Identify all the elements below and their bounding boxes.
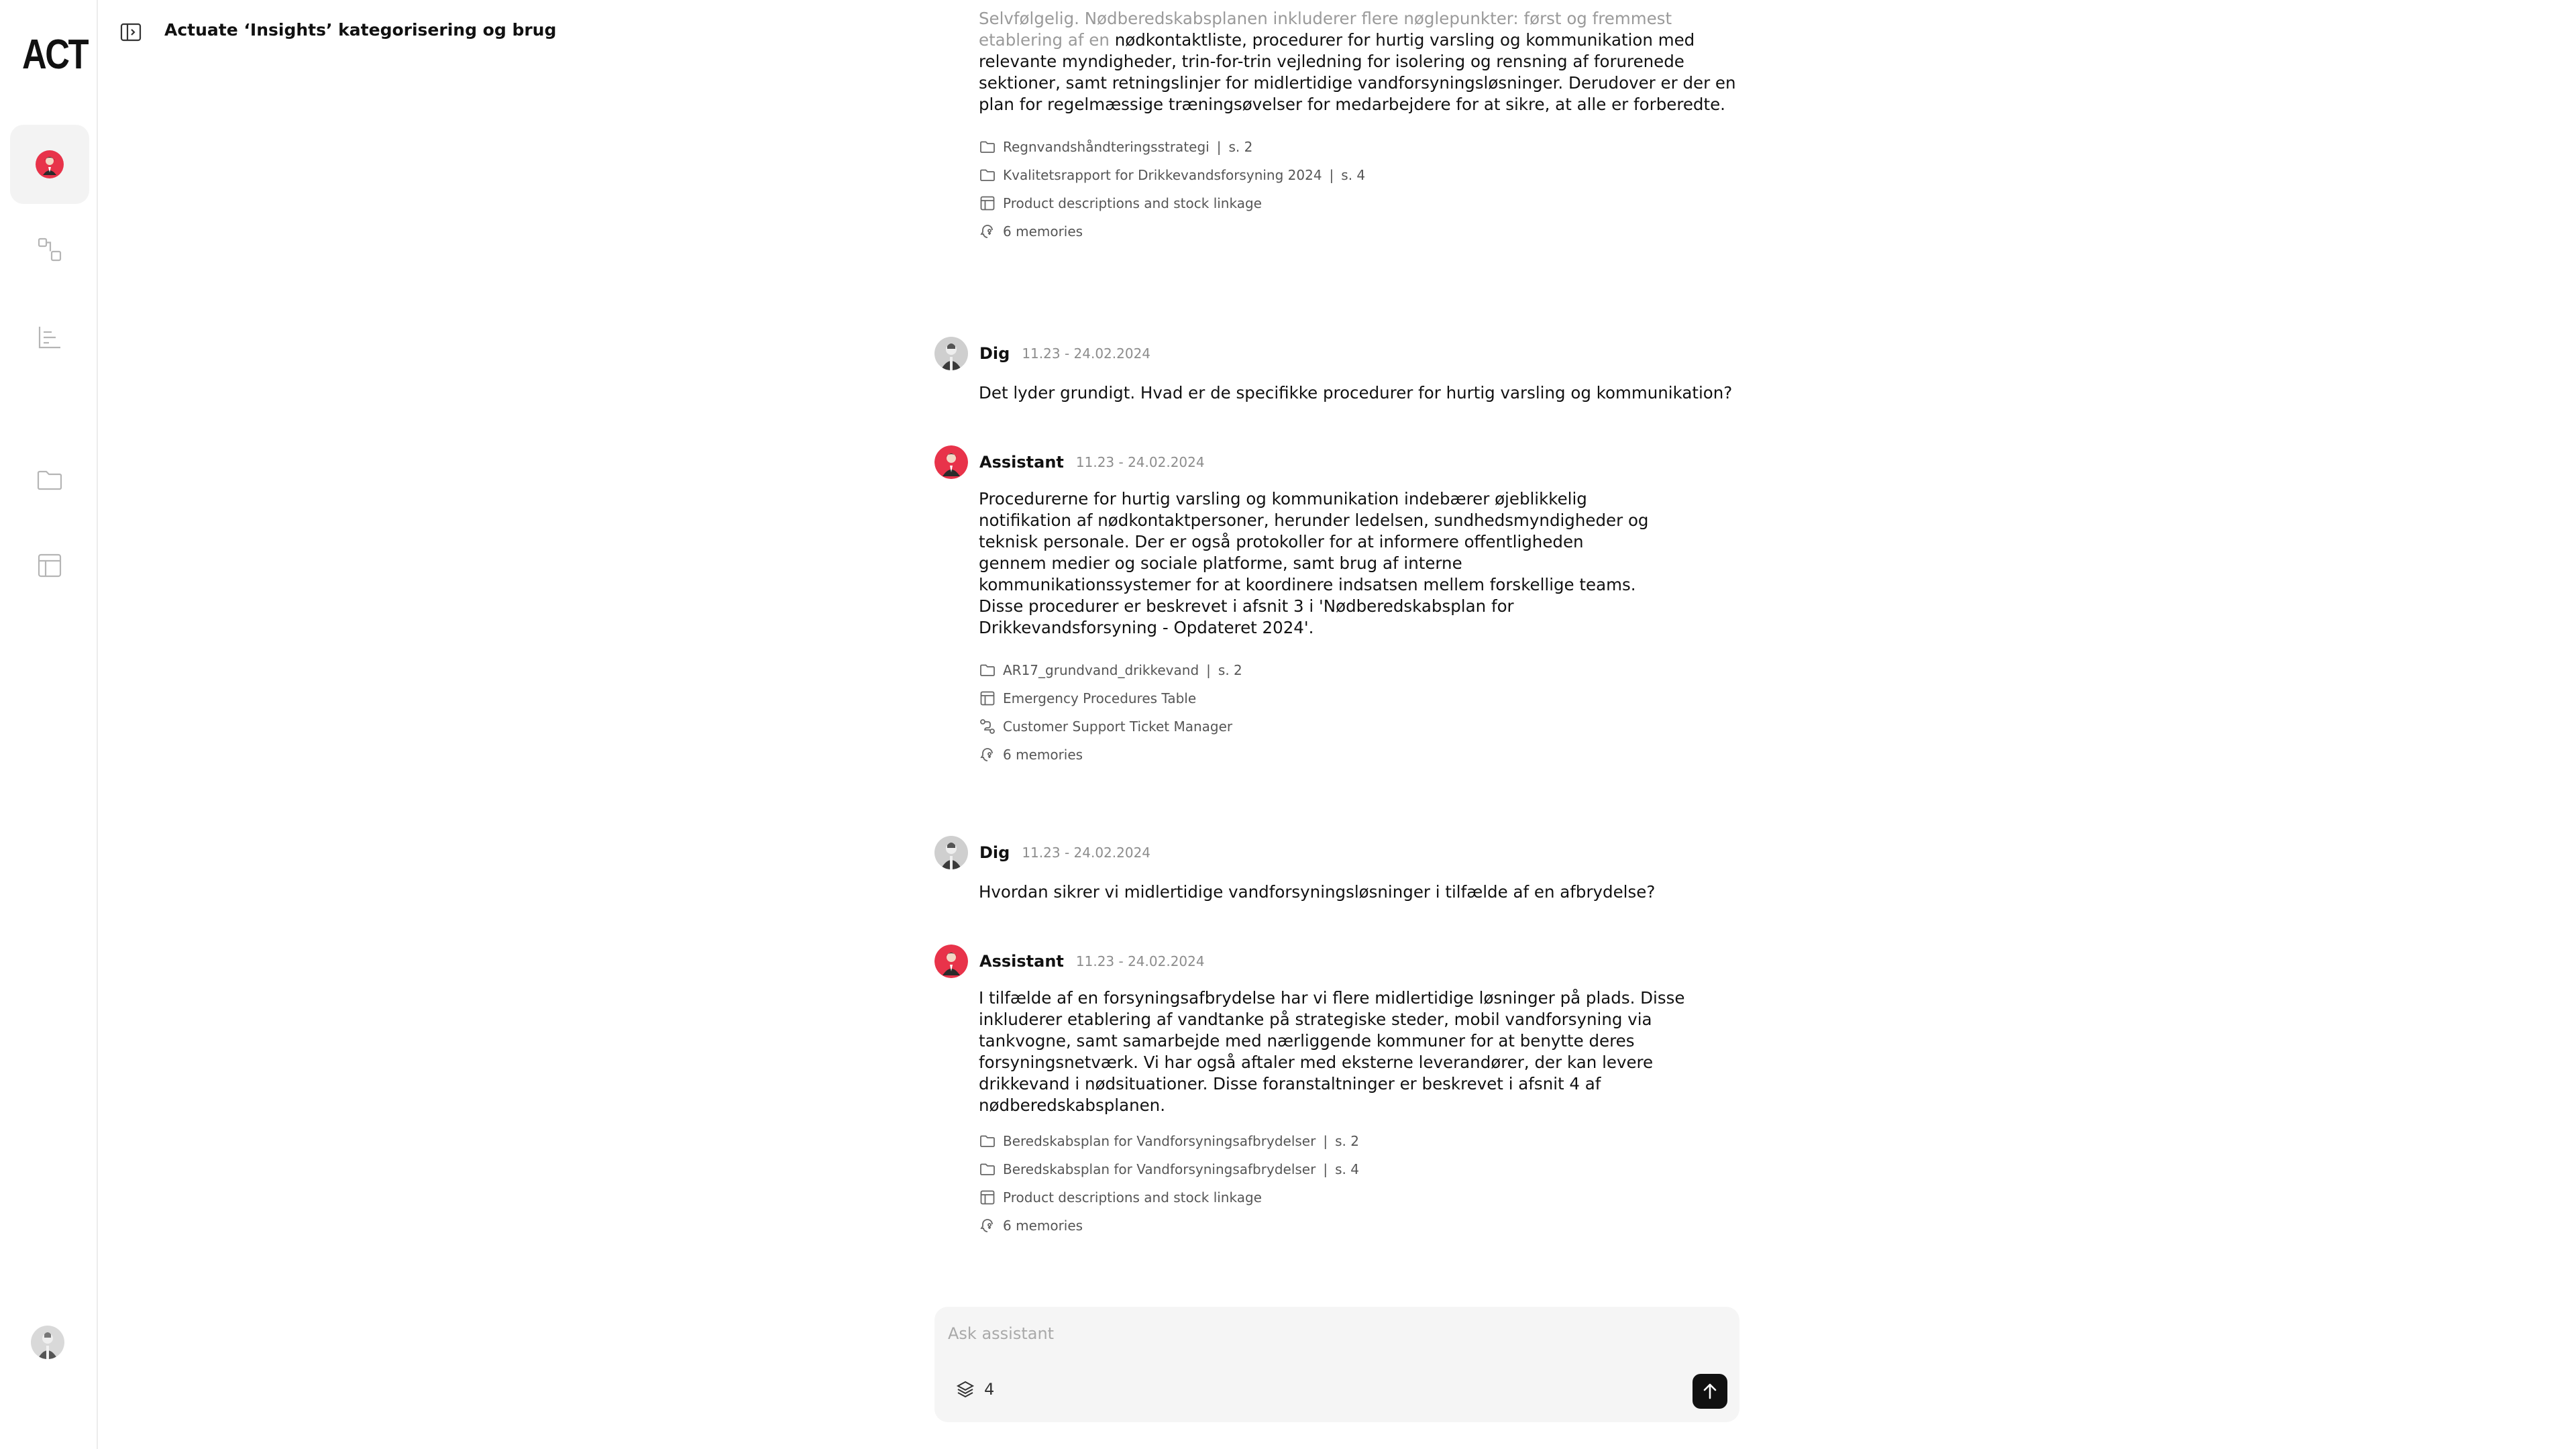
folder-icon bbox=[979, 138, 996, 156]
layers-icon bbox=[955, 1379, 976, 1400]
nav-files[interactable] bbox=[10, 440, 89, 519]
memory-icon bbox=[979, 223, 996, 240]
message-text: I tilfælde af en forsyningsafbrydelse har vi flere midlertidige løsninger på plads. Disse inkluderer etablering af vandtanke på strategiske steder, mobil vandforsyning via tankvogne, samt samarbejde med nærliggende kommuner for at benytte deres forsyningsnetværk. Vi har også aftaler med eksterne leverandører, der kan levere drikkevand i nødsituationer. Disse foranstaltninger er beskrevet i afsnit 4 af nødberedskabsplanen. bbox=[979, 988, 1685, 1115]
author-name: Assistant bbox=[979, 952, 1064, 971]
nav-tables[interactable] bbox=[10, 526, 89, 605]
reference-item[interactable]: Regnvandshåndteringsstrategi | s. 2 bbox=[979, 133, 1743, 161]
chat-input-box bbox=[934, 1307, 1739, 1422]
message-text: Hvordan sikrer vi midlertidige vandforsyningsløsninger i tilfælde af en afbrydelse? bbox=[979, 882, 1656, 902]
author-name: Assistant bbox=[979, 453, 1064, 472]
chart-icon bbox=[35, 323, 64, 352]
app-logo: ACT bbox=[22, 32, 88, 78]
assistant-avatar-icon bbox=[934, 445, 968, 479]
user-message bbox=[934, 836, 1739, 903]
folder-icon bbox=[35, 465, 64, 494]
user-avatar-icon bbox=[934, 337, 968, 370]
assistant-message bbox=[934, 445, 1739, 769]
reference-item[interactable]: 6 memories bbox=[979, 217, 1743, 246]
table-icon bbox=[979, 690, 996, 707]
sidebar bbox=[0, 0, 98, 1449]
ask-assistant-input[interactable] bbox=[948, 1320, 1686, 1347]
memory-icon bbox=[979, 746, 996, 763]
reference-item[interactable]: AR17_grundvand_drikkevand | s. 2 bbox=[979, 656, 1739, 684]
user-message bbox=[934, 337, 1739, 404]
faded-line: Selvfølgelig. Nødberedskabsplanen inkluderer flere nøglepunkter: først og fremmest etablering af en bbox=[979, 9, 1672, 50]
user-avatar bbox=[934, 337, 968, 370]
arrow-up-icon bbox=[1700, 1381, 1720, 1401]
reference-item[interactable]: Customer Support Ticket Manager bbox=[979, 712, 1739, 741]
nav-workflows[interactable] bbox=[10, 210, 89, 289]
reference-item[interactable]: Product descriptions and stock linkage bbox=[979, 1183, 1739, 1212]
assistant-avatar bbox=[934, 945, 968, 978]
folder-icon bbox=[979, 1132, 996, 1150]
sidebar-toggle-button[interactable] bbox=[117, 18, 145, 46]
message-references bbox=[979, 133, 1743, 246]
table-icon bbox=[35, 551, 64, 580]
reference-item[interactable]: Kvalitetsrapport for Drikkevandsforsyning 2024 | s. 4 bbox=[979, 161, 1743, 189]
timestamp: 11.23 - 24.02.2024 bbox=[1022, 345, 1151, 362]
assistant-avatar-icon bbox=[35, 150, 64, 179]
assistant-message bbox=[934, 945, 1739, 1240]
workflow-icon bbox=[979, 718, 996, 735]
reference-item[interactable]: 6 memories bbox=[979, 1212, 1739, 1240]
user-avatar[interactable] bbox=[31, 1326, 64, 1359]
memory-icon bbox=[979, 1217, 996, 1234]
timestamp: 11.23 - 24.02.2024 bbox=[1075, 953, 1205, 969]
sources-selector[interactable] bbox=[955, 1379, 994, 1400]
user-avatar bbox=[934, 836, 968, 869]
timestamp: 11.23 - 24.02.2024 bbox=[1075, 454, 1205, 470]
reference-item[interactable]: Beredskabsplan for Vandforsyningsafbrydelser | s. 2 bbox=[979, 1127, 1739, 1155]
sources-count: 4 bbox=[984, 1380, 995, 1399]
nav-assistant[interactable] bbox=[10, 125, 89, 204]
message-text-rest: nødkontaktliste, procedurer for hurtig varsling og kommunikation med relevante myndigheder, trin-for-trin vejledning for isolering og rensning af forurenede sektioner, samt retningslinjer for midlertidige vandforsyningsløsninger. Derudover er der en plan for regelmæssige træningsøvelser for medarbejdere for at sikre, at alle er forberedte. bbox=[979, 30, 1736, 114]
timestamp: 11.23 - 24.02.2024 bbox=[1022, 845, 1151, 861]
folder-icon bbox=[979, 1161, 996, 1178]
author-name: Dig bbox=[979, 344, 1010, 363]
user-avatar-icon bbox=[31, 1326, 64, 1359]
message-text bbox=[979, 8, 1743, 115]
nav-analytics[interactable] bbox=[10, 298, 89, 377]
user-avatar-icon bbox=[934, 836, 968, 869]
message-text: Procedurerne for hurtig varsling og kommunikation indebærer øjeblikkelig notifikation af nødkontaktpersoner, herunder ledelsen, sundhedsmyndigheder og teknisk personale. Der er også protokoller for at informere offentligheden gennem medier og sociale platforme, samt brug af interne kommunikationssystemer for at koordinere indsatsen mellem forskellige teams. Disse procedurer er beskrevet i afsnit 3 i 'Nødberedskabsplan for Drikkevandsforsyning - Opdateret 2024'. bbox=[979, 489, 1649, 637]
assistant-avatar-icon bbox=[934, 945, 968, 978]
author-name: Dig bbox=[979, 843, 1010, 862]
message-text: Det lyder grundigt. Hvad er de specifikke procedurer for hurtig varsling og kommunikation? bbox=[979, 383, 1733, 402]
send-button[interactable] bbox=[1693, 1374, 1727, 1409]
reference-item[interactable]: 6 memories bbox=[979, 741, 1739, 769]
previous-assistant-message bbox=[979, 8, 1743, 246]
table-icon bbox=[979, 195, 996, 212]
reference-item[interactable]: Emergency Procedures Table bbox=[979, 684, 1739, 712]
assistant-avatar bbox=[934, 445, 968, 479]
table-icon bbox=[979, 1189, 996, 1206]
sidebar-toggle-icon bbox=[119, 21, 142, 44]
message-references bbox=[979, 1127, 1739, 1240]
message-references bbox=[979, 656, 1739, 769]
reference-item[interactable]: Beredskabsplan for Vandforsyningsafbrydelser | s. 4 bbox=[979, 1155, 1739, 1183]
page-title: Actuate ‘Insights’ kategorisering og brug bbox=[164, 20, 557, 40]
nodes-icon bbox=[35, 235, 64, 264]
reference-item[interactable]: Product descriptions and stock linkage bbox=[979, 189, 1743, 217]
folder-icon bbox=[979, 661, 996, 679]
folder-icon bbox=[979, 166, 996, 184]
